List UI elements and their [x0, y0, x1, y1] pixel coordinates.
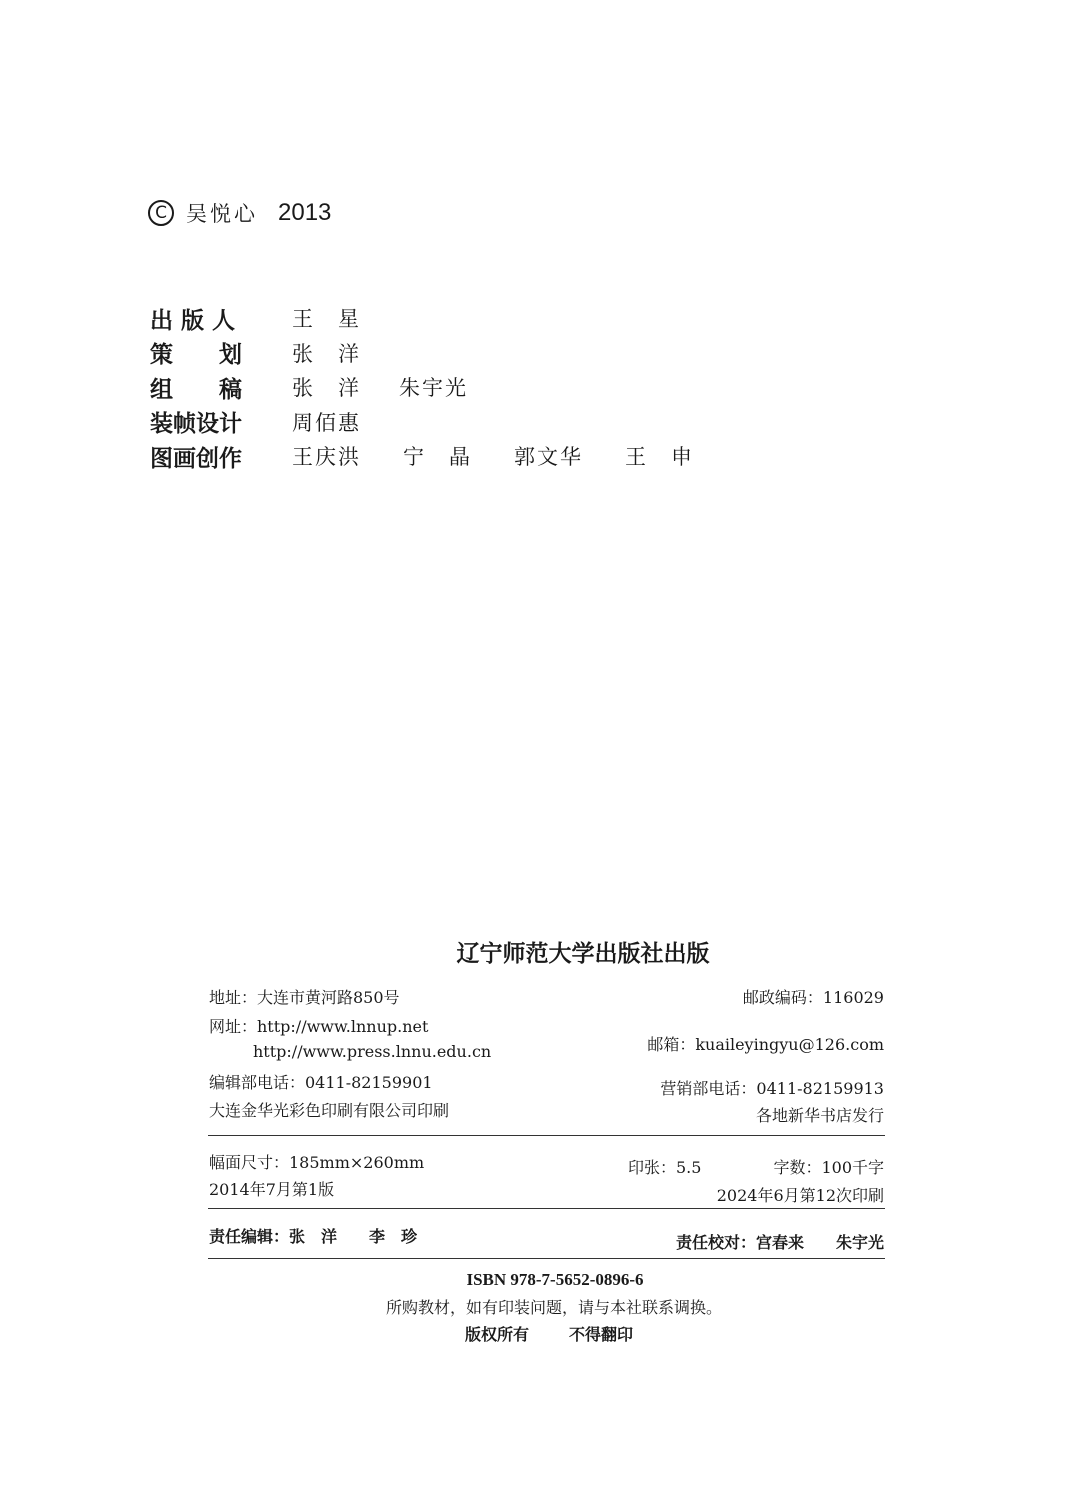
print-sheets: 印张：5.5	[628, 1158, 702, 1177]
divider	[208, 1135, 885, 1136]
credit-name: 郭文华	[514, 445, 583, 470]
credit-name: 王庆洪	[292, 445, 361, 470]
copyright-icon: C	[148, 200, 174, 226]
no-reprint: 不得翻印	[569, 1325, 634, 1344]
credit-row-illustration	[150, 439, 736, 474]
address: 地址：大连市黄河路850号	[209, 988, 400, 1007]
editorial-phone: 编辑部电话：0411-82159901	[209, 1073, 433, 1092]
proofreader: 责任校对：宫春来 朱宇光	[675, 1233, 884, 1252]
copyright-year: 2013	[278, 199, 332, 226]
divider	[208, 1258, 885, 1259]
printing: 2024年6月第12次印刷	[716, 1186, 884, 1205]
credit-name: 朱宇光	[399, 376, 468, 401]
credit-row-planning	[150, 336, 736, 371]
website-1: 网址：http://www.lnnup.net	[209, 1017, 429, 1036]
exchange-notice: 所购教材，如有印装问题，请与本社联系调换。	[385, 1298, 722, 1317]
publisher-name: 辽宁师范大学出版社出版	[456, 941, 710, 967]
copyright-line	[148, 196, 331, 230]
credits-list	[150, 301, 736, 474]
email: 邮箱：kuaileyingyu@126.com	[647, 1035, 884, 1054]
divider	[208, 1208, 885, 1209]
credit-name: 周佰惠	[292, 410, 361, 435]
distributor: 各地新华书店发行	[755, 1106, 884, 1125]
credit-label: 出 版 人	[150, 307, 236, 334]
rights-reserved: 版权所有	[465, 1325, 530, 1344]
word-count: 字数：100千字	[773, 1158, 884, 1177]
isbn: ISBN 978-7-5652-0896-6	[466, 1270, 644, 1289]
credit-label: 图画创作	[150, 445, 242, 472]
credit-label: 策 划	[150, 342, 242, 369]
credit-label: 组 稿	[150, 376, 242, 403]
credit-name: 张 洋	[292, 376, 361, 401]
sales-phone: 营销部电话：0411-82159913	[660, 1079, 884, 1098]
format-size: 幅面尺寸：185mm×260mm	[209, 1153, 425, 1172]
credit-row-publisher-person	[150, 301, 736, 336]
credit-row-commissioning	[150, 370, 736, 405]
credit-name: 张 洋	[292, 341, 361, 366]
credit-name: 宁 晶	[403, 445, 472, 470]
postcode: 邮政编码：116029	[742, 988, 884, 1007]
credit-row-design	[150, 405, 736, 440]
credit-name: 王 星	[292, 307, 361, 332]
edition: 2014年7月第1版	[209, 1180, 335, 1199]
copyright-author: 吴悦心	[186, 202, 258, 226]
rights-statement	[465, 1322, 633, 1345]
responsible-editor: 责任编辑：张 洋 李 珍	[209, 1227, 418, 1246]
printer: 大连金华光彩色印刷有限公司印刷	[209, 1101, 450, 1120]
credit-name: 王 申	[625, 445, 694, 470]
credit-label: 装帧设计	[150, 411, 242, 438]
website-2: http://www.press.lnnu.edu.cn	[253, 1042, 492, 1061]
